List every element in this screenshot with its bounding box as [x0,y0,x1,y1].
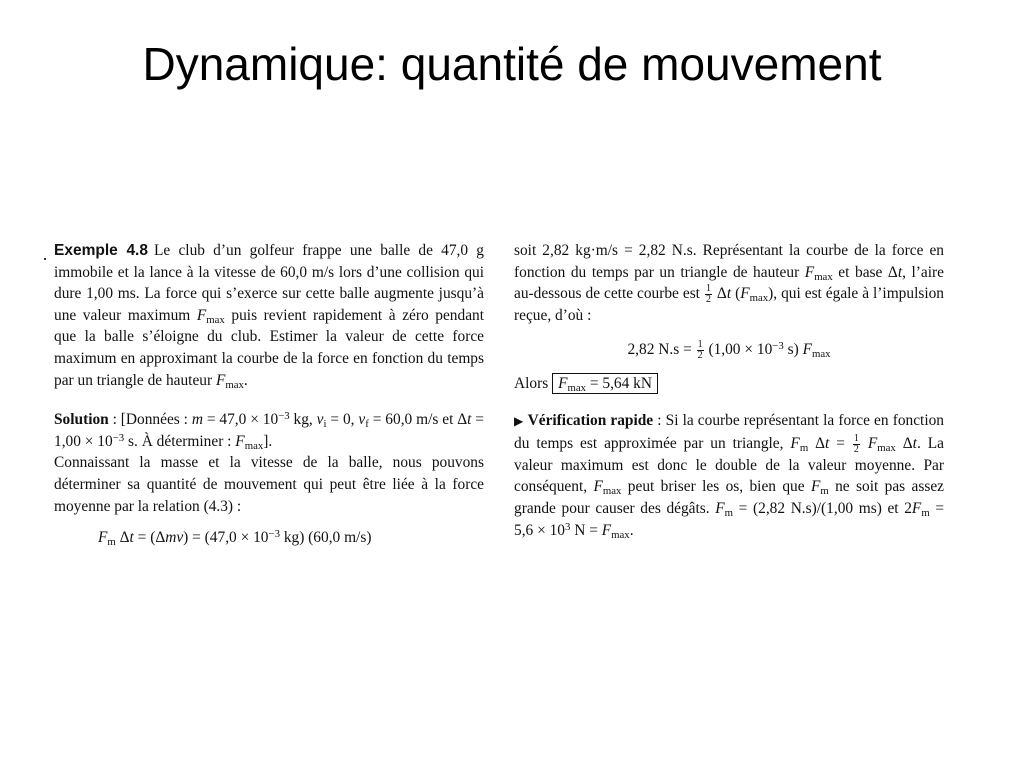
equation-momentum: $F_m$ $\Delta t = (\Delta mv) = (47,0 \times 10^{-3}$ kg) (60,0 m/s) [98,528,372,549]
solution-data: Solution : [Données : $m = 47,0 \times 10^{-3}$ kg, $v_i = 0$, $v_f = 60,0$ m/s et $\Delta t = 1,00 \times 10^{-3}$ s. À déterminer : $F_{max}$]. [54,410,484,452]
solution-intro: Connaissant la masse et la vitesse de la balle, nous pouvons déterminer sa quantité de mouvement qui peut être liée à la force moyenne par la relation (4.3) : [54,454,484,515]
verification-label: Vérification rapide [527,412,654,430]
result-line [514,373,944,395]
result-box: $F_{max} = 5,64$ kN [552,373,658,394]
equation-impulse: 2,82 N.s = $\frac{1}{2}$ ($1,00 \times 10^{-3}$ s) $F_{max}$ [627,338,831,361]
triangle-bullet-icon: ▶ [514,414,524,429]
scan-speck [44,258,46,260]
example-statement: Exemple 4.8 Le club d’un golfeur frappe une balle de 47,0 g immobile et la lance à la vitesse de 60,0 m/s lors d’une collision qui dure 1,00 ms. La force qui s’exerce sur cette balle augmente jusqu’à une valeur maximum $F_{max}$ puis revient rapidement à zéro pendant que la balle s’éloigne du club. Estimer la valeur de cette force maximum en approximant la courbe de la force en fonction du temps par un triangle de hauteur $F_{max}$. [54,242,485,391]
verification-text: ▶ Vérification rapide : Si la courbe représentant la force en fonction du temps est approximée par un triangle, $F_m$ Δt = $\frac{1}{2}$ $F_{max}$ Δt. La valeur maximum est donc le double de la valeur moyenne. Par conséquent, $F_{max}$ peut briser les os, bien que $F_m$ ne soit pas assez grande pour causer des dégâts. $F_m = (2,82$ N.s)/(1,00 ms) et $2F_m = 5,6 \times 10^3$ $N = F_{max}$. [514,412,945,541]
result-prefix: Alors [514,374,549,392]
left-column [54,240,484,549]
solution-label: Solution [54,411,109,429]
solution-continuation: soit 2,82 kg·m/s = 2,82 N.s. Représentant la courbe de la force en fonction du temps par un triangle de hauteur $F_{max}$ et base Δt, l’aire au-dessous de cette courbe est $\frac{1}{2}$ Δt $(F_{max})$, qui est égale à l’impulsion reçue, d’où : [514,242,945,325]
example-label: Exemple 4.8 [54,242,148,259]
slide-title: Dynamique: quantité de mouvement [142,38,882,90]
right-column [514,240,944,541]
